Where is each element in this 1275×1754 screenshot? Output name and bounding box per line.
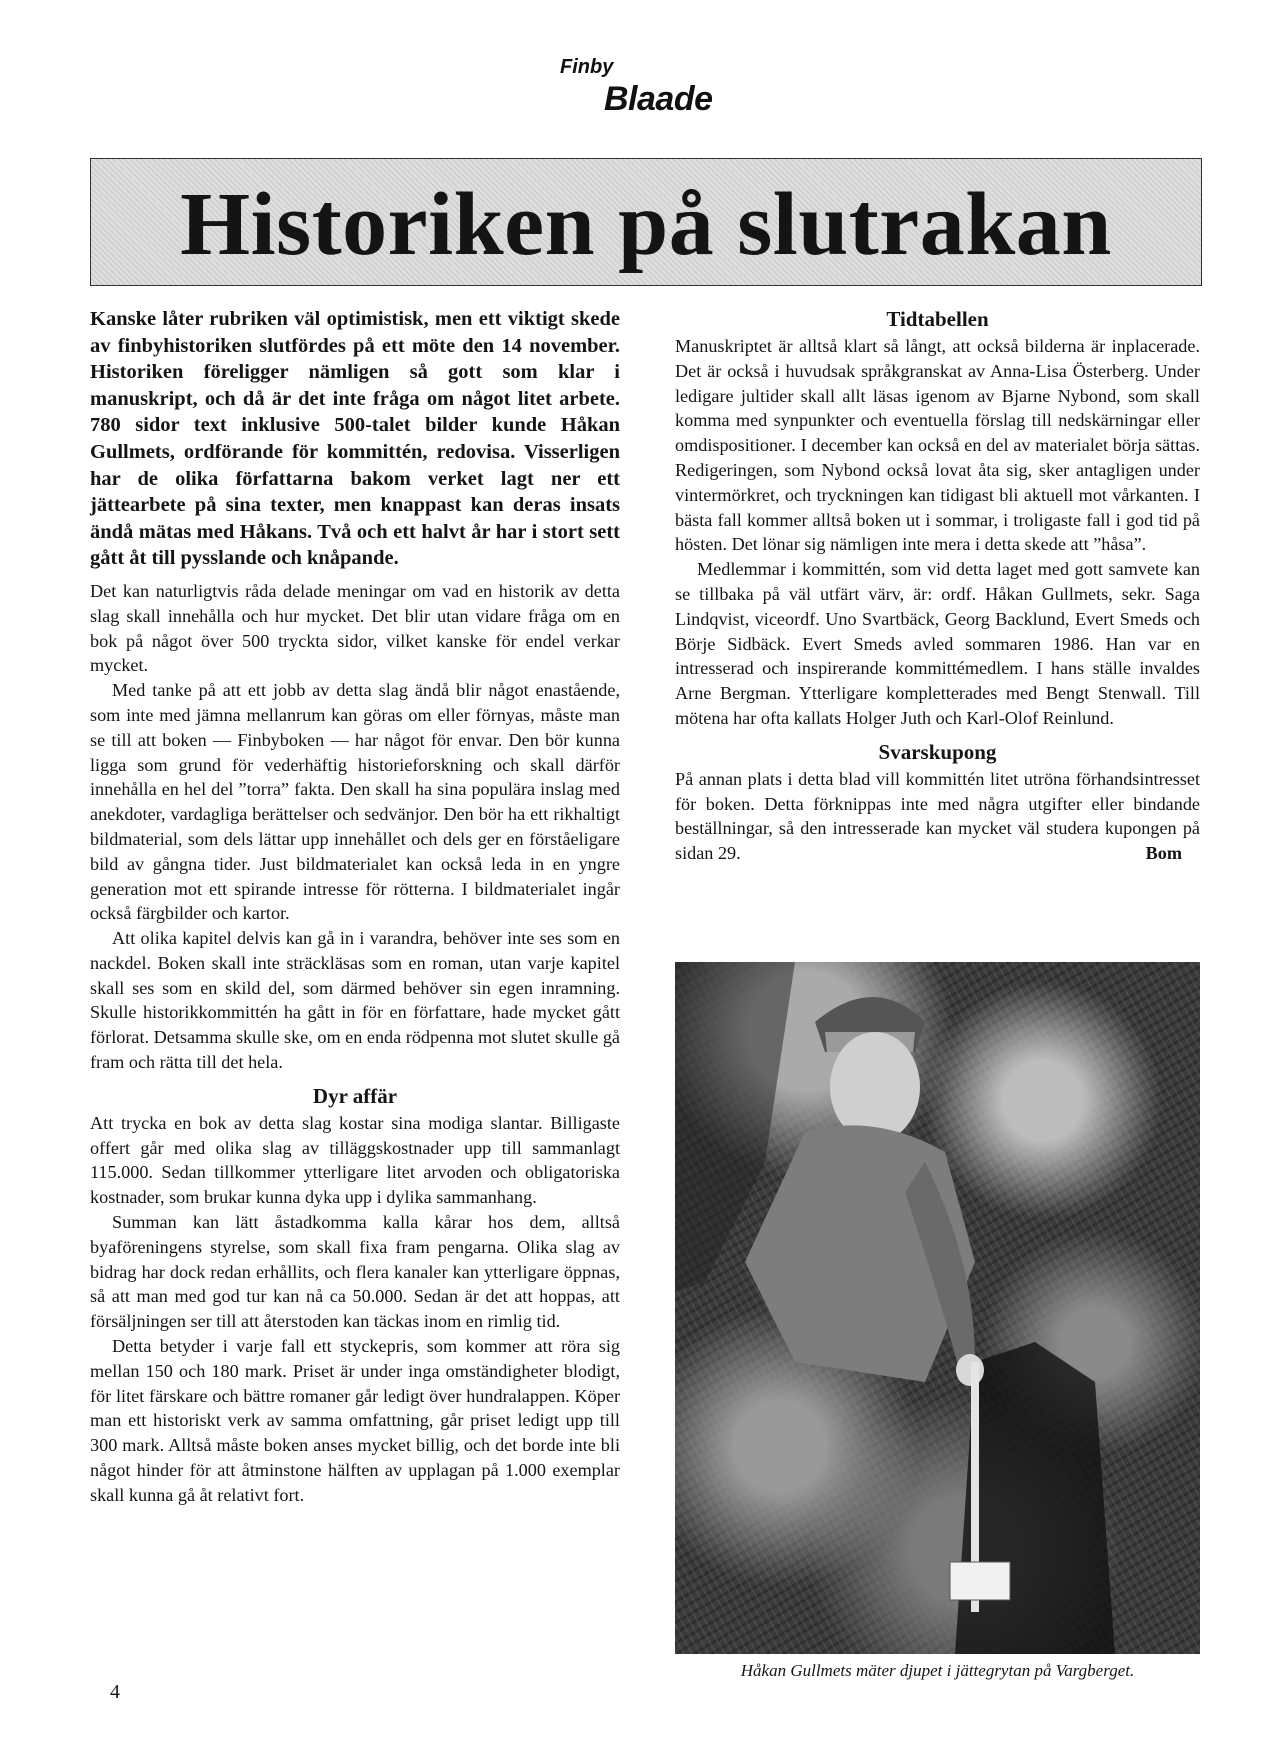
masthead-blaade: Blaade bbox=[604, 80, 713, 118]
subheading-tidtabellen: Tidtabellen bbox=[886, 307, 989, 331]
headline-box bbox=[90, 158, 1202, 286]
body-paragraph: Detta betyder i varje fall ett styckepris, som kommer att röra sig mellan 150 och 180 mark. Priset är under inga omständigheter blodigt, för litet färskare och bättre romaner går ledigt över hundralappen. Köper man ett historiskt verk av samma omfattning, går priset ledigt upp till 300 mark. Alltså måste boken anses mycket billig, och det borde inte bli något hinder för att åtminstone hälften av upplagan på 1.000 exemplar skall kunna gå åt relativt fort. bbox=[90, 1336, 620, 1505]
subheading-svarskupong: Svarskupong bbox=[878, 739, 997, 764]
page-number: 4 bbox=[110, 1681, 120, 1703]
photo-illustration bbox=[675, 962, 1200, 1654]
masthead-finby: Finby bbox=[560, 56, 614, 78]
svarskupong-text: På annan plats i detta blad vill kommittén litet utröna förhandsintresset för boken. Detta förknippas inte med några utgifter eller bindande beställningar, så den intresserade kan mycket väl studera kupongen på sidan 29. bbox=[675, 768, 1200, 864]
subheading-dyr-affar: Dyr affär bbox=[312, 1083, 398, 1108]
left-column bbox=[90, 306, 620, 1508]
body-paragraph bbox=[675, 767, 1200, 866]
article-headline: Historiken på slutrakan bbox=[180, 175, 1112, 274]
body-paragraph: Att trycka en bok av detta slag kostar sina modiga slantar. Billigaste offert går med olika slag av tilläggskostnader upp till sammanlagt 115.000. Sedan tillkommer ytterligare litet arvoden och obligatoriska kostnader, som brukar kunna dyka upp i dylika sammanhang. bbox=[90, 1112, 620, 1208]
body-paragraph: Att olika kapitel delvis kan gå in i varandra, behöver inte ses som en nackdel. Boken skall inte sträckläsas som en roman, utan varje kapitel skall ses som en skild del, som därmed behöver sin egen inramning. Skulle historikkommittén ha gått in för en författare, hade mycket gått förlorat. Detsamma skulle ske, om en enda rödpenna mot slutet skulle gå fram och rätta till det hela. bbox=[90, 928, 620, 1073]
body-paragraph: Det kan naturligtvis råda delade meningar om vad en historik av detta slag skall innehålla och hur mycket. Det blir utan vidare fråga om en bok på något över 500 tryckta sidor, vilket kanske för endel verkar mycket. bbox=[90, 580, 620, 676]
masthead bbox=[0, 52, 1275, 132]
right-column bbox=[675, 306, 1200, 866]
body-paragraph: Summan kan lätt åstadkomma kalla kårar hos dem, alltså byaföreningens styrelse, som skall fixa fram pengarna. Olika slag av bidrag har dock redan erhållits, och flera kanaler kan ytterligare öppnas, så att man med god tur kan nå ca 50.000. Sedan är det att hoppas, att försäljningen ser till att återstoden kan täckas inom en rimlig tid. bbox=[90, 1212, 620, 1332]
lead-paragraph: Kanske låter rubriken väl optimistisk, men ett viktigt skede av finbyhistoriken slutfördes på ett möte den 14 november. Historiken föreligger nämligen så gott som klar i manuskript, och då är det inte fråga om något litet arbete. 780 sidor text inklusive 500-talet bilder kunde Håkan Gullmets, ordförande för kommittén, redovisa. Visserligen har de olika författarna bakom verket lagt ner ett jättearbete på sina texter, men knappast kan deras insats ändå mätas med Håkans. Två och ett halvt år har i stort sett gått åt till pysslande och knåpande. bbox=[90, 308, 620, 570]
body-paragraph: Med tanke på att ett jobb av detta slag ändå blir något enastående, som inte med jämna mellanrum kan göras om eller förnyas, måste man se till att boken — Finbyboken — har något för envar. Den bör kunna ligga som grund för vederhäftig historieforskning och skall därför innehålla en hel del ”torra” fakta. Den skall ha sina populära inslag med anekdoter, vardagliga berättelser och sedvänjor. Den bör ha ett rikhaltigt bildmaterial, som dels lättar upp innehållet och dels ger en förståeligare bild av gångna tider. Just bildmaterialet kan också leda in en yngre generation mot ett spirande intresse för rötterna. I bildmaterialet ingår också färgbilder och kartor. bbox=[90, 680, 620, 924]
photo-caption: Håkan Gullmets mäter djupet i jättegrytan på Vargberget. bbox=[740, 1661, 1135, 1680]
body-paragraph: Manuskriptet är alltså klart så långt, att också bilderna är inplacerade. Det är också i huvudsak språkgranskat av Anna-Lisa Österberg. Under ledigare jultider skall allt läsas igenom av Bjarne Nybond, som skall komma med synpunkter och eventuella förslag till nedskärningar eller omdispositioner. I december kan också en del av materialet börja sättas. Redigeringen, som Nybond också lovat åta sig, sker antagligen under vintermörkret, och tryckningen kan tidigast bli aktuell mot vårkanten. I bästa fall kommer alltså boken ut i sommar, i troligaste fall i god tid på hösten. Det lönar sig nämligen inte mera i detta skede att ”håsa”. bbox=[675, 336, 1200, 555]
author-signature: Bom bbox=[1145, 843, 1182, 864]
photo-man-measuring-pothole bbox=[675, 962, 1200, 1654]
body-paragraph: Medlemmar i kommittén, som vid detta laget med gott samvete kan se tillbaka på väl utfärt värv, är: ordf. Håkan Gullmets, sekr. Saga Lindqvist, viceordf. Uno Svartbäck, Georg Backlund, Evert Smeds och Börje Sidbäck. Evert Smeds avled sommaren 1986. Han var en intresserad och inspirerande kommittémedlem. I hans ställe invaldes Arne Bergman. Ytterligare kompletterades med Bengt Stenwall. Till mötena har ofta kallats Holger Juth och Karl-Olof Reinlund. bbox=[675, 559, 1200, 728]
